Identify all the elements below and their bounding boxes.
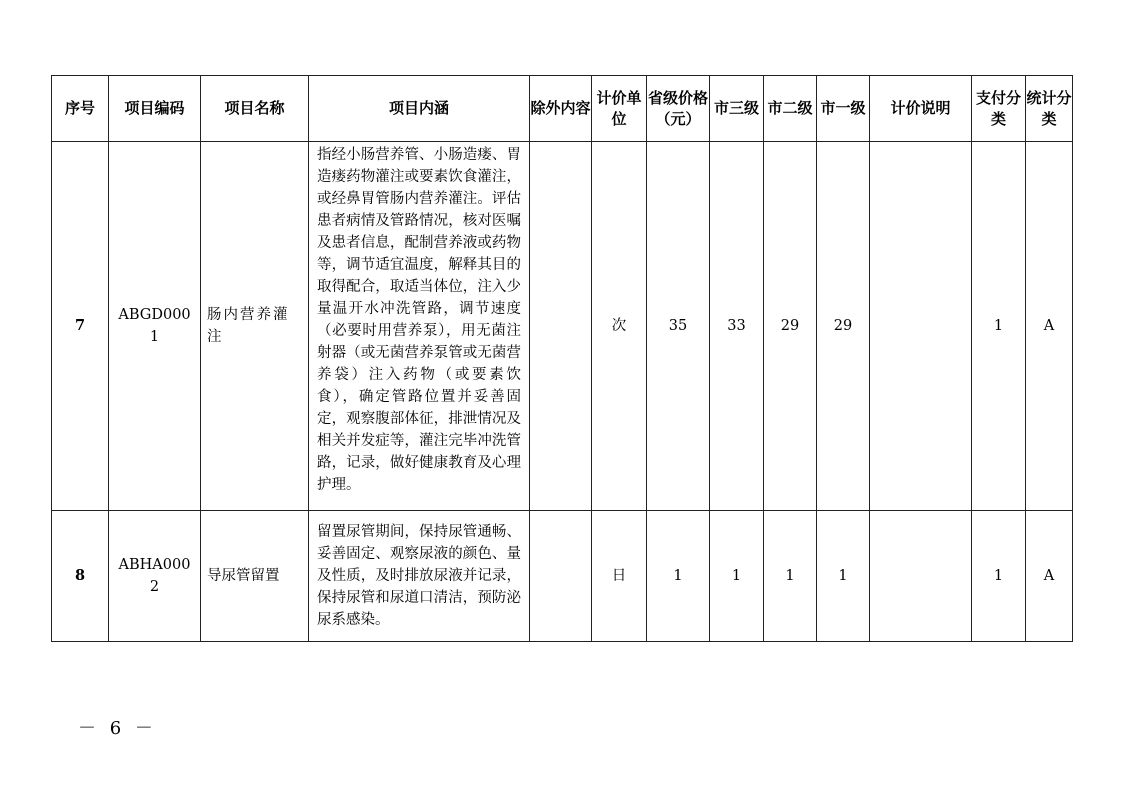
cell-city3: 1 [710,511,764,642]
cell-payment-class: 1 [972,142,1026,511]
cell-unit: 次 [592,142,647,511]
header-unit: 计价单位 [592,76,647,142]
cell-excluded [530,142,592,511]
cell-seq: 7 [52,142,109,511]
header-city3: 市三级 [710,76,764,142]
header-stat-class: 统计分类 [1026,76,1073,142]
header-city1: 市一级 [817,76,870,142]
cell-stat-class: A [1026,511,1073,642]
price-table [51,75,1073,642]
cell-unit: 日 [592,511,647,642]
header-seq: 序号 [52,76,109,142]
cell-content: 指经小肠营养管、小肠造瘘、胃造瘘药物灌注或要素饮食灌注，或经鼻胃管肠内营养灌注。评估患者病情及管路情况，核对医嘱及患者信息，配制营养液或药物等，调节适宜温度，解释其目的取得配合，取适当体位，注入少量温开水冲洗管路，调节速度（必要时用营养泵），用无菌注射器（或无菌营养泵管或无菌营养袋）注入药物（或要素饮食），确定管路位置并妥善固定，观察腹部体征，排泄情况及相关并发症等，灌注完毕冲洗管路，记录，做好健康教育及心理护理。 [309,142,530,511]
cell-city1: 29 [817,142,870,511]
header-name: 项目名称 [201,76,309,142]
cell-city2: 1 [764,511,817,642]
header-city2: 市二级 [764,76,817,142]
table-row [52,511,1073,642]
cell-provincial-price: 35 [647,142,710,511]
cell-seq: 8 [52,511,109,642]
cell-stat-class: A [1026,142,1073,511]
cell-payment-class: 1 [972,511,1026,642]
cell-city2: 29 [764,142,817,511]
header-pricing-note: 计价说明 [870,76,972,142]
cell-provincial-price: 1 [647,511,710,642]
header-row [52,76,1073,142]
cell-name: 肠内营养灌注 [201,142,309,511]
page-number: － 6 － [78,718,157,739]
table-row [52,142,1073,511]
header-content: 项目内涵 [309,76,530,142]
cell-city1: 1 [817,511,870,642]
cell-pricing-note [870,142,972,511]
cell-city3: 33 [710,142,764,511]
cell-content: 留置尿管期间，保持尿管通畅、妥善固定、观察尿液的颜色、量及性质，及时排放尿液并记录，保持尿管和尿道口清洁，预防泌尿系感染。 [309,511,530,642]
cell-pricing-note [870,511,972,642]
header-payment-class: 支付分类 [972,76,1026,142]
cell-code: ABGD0001 [109,142,201,511]
cell-excluded [530,511,592,642]
cell-name: 导尿管留置 [201,511,309,642]
header-provincial-price: 省级价格（元） [647,76,710,142]
header-code: 项目编码 [109,76,201,142]
header-excluded: 除外内容 [530,76,592,142]
cell-code: ABHA0002 [109,511,201,642]
